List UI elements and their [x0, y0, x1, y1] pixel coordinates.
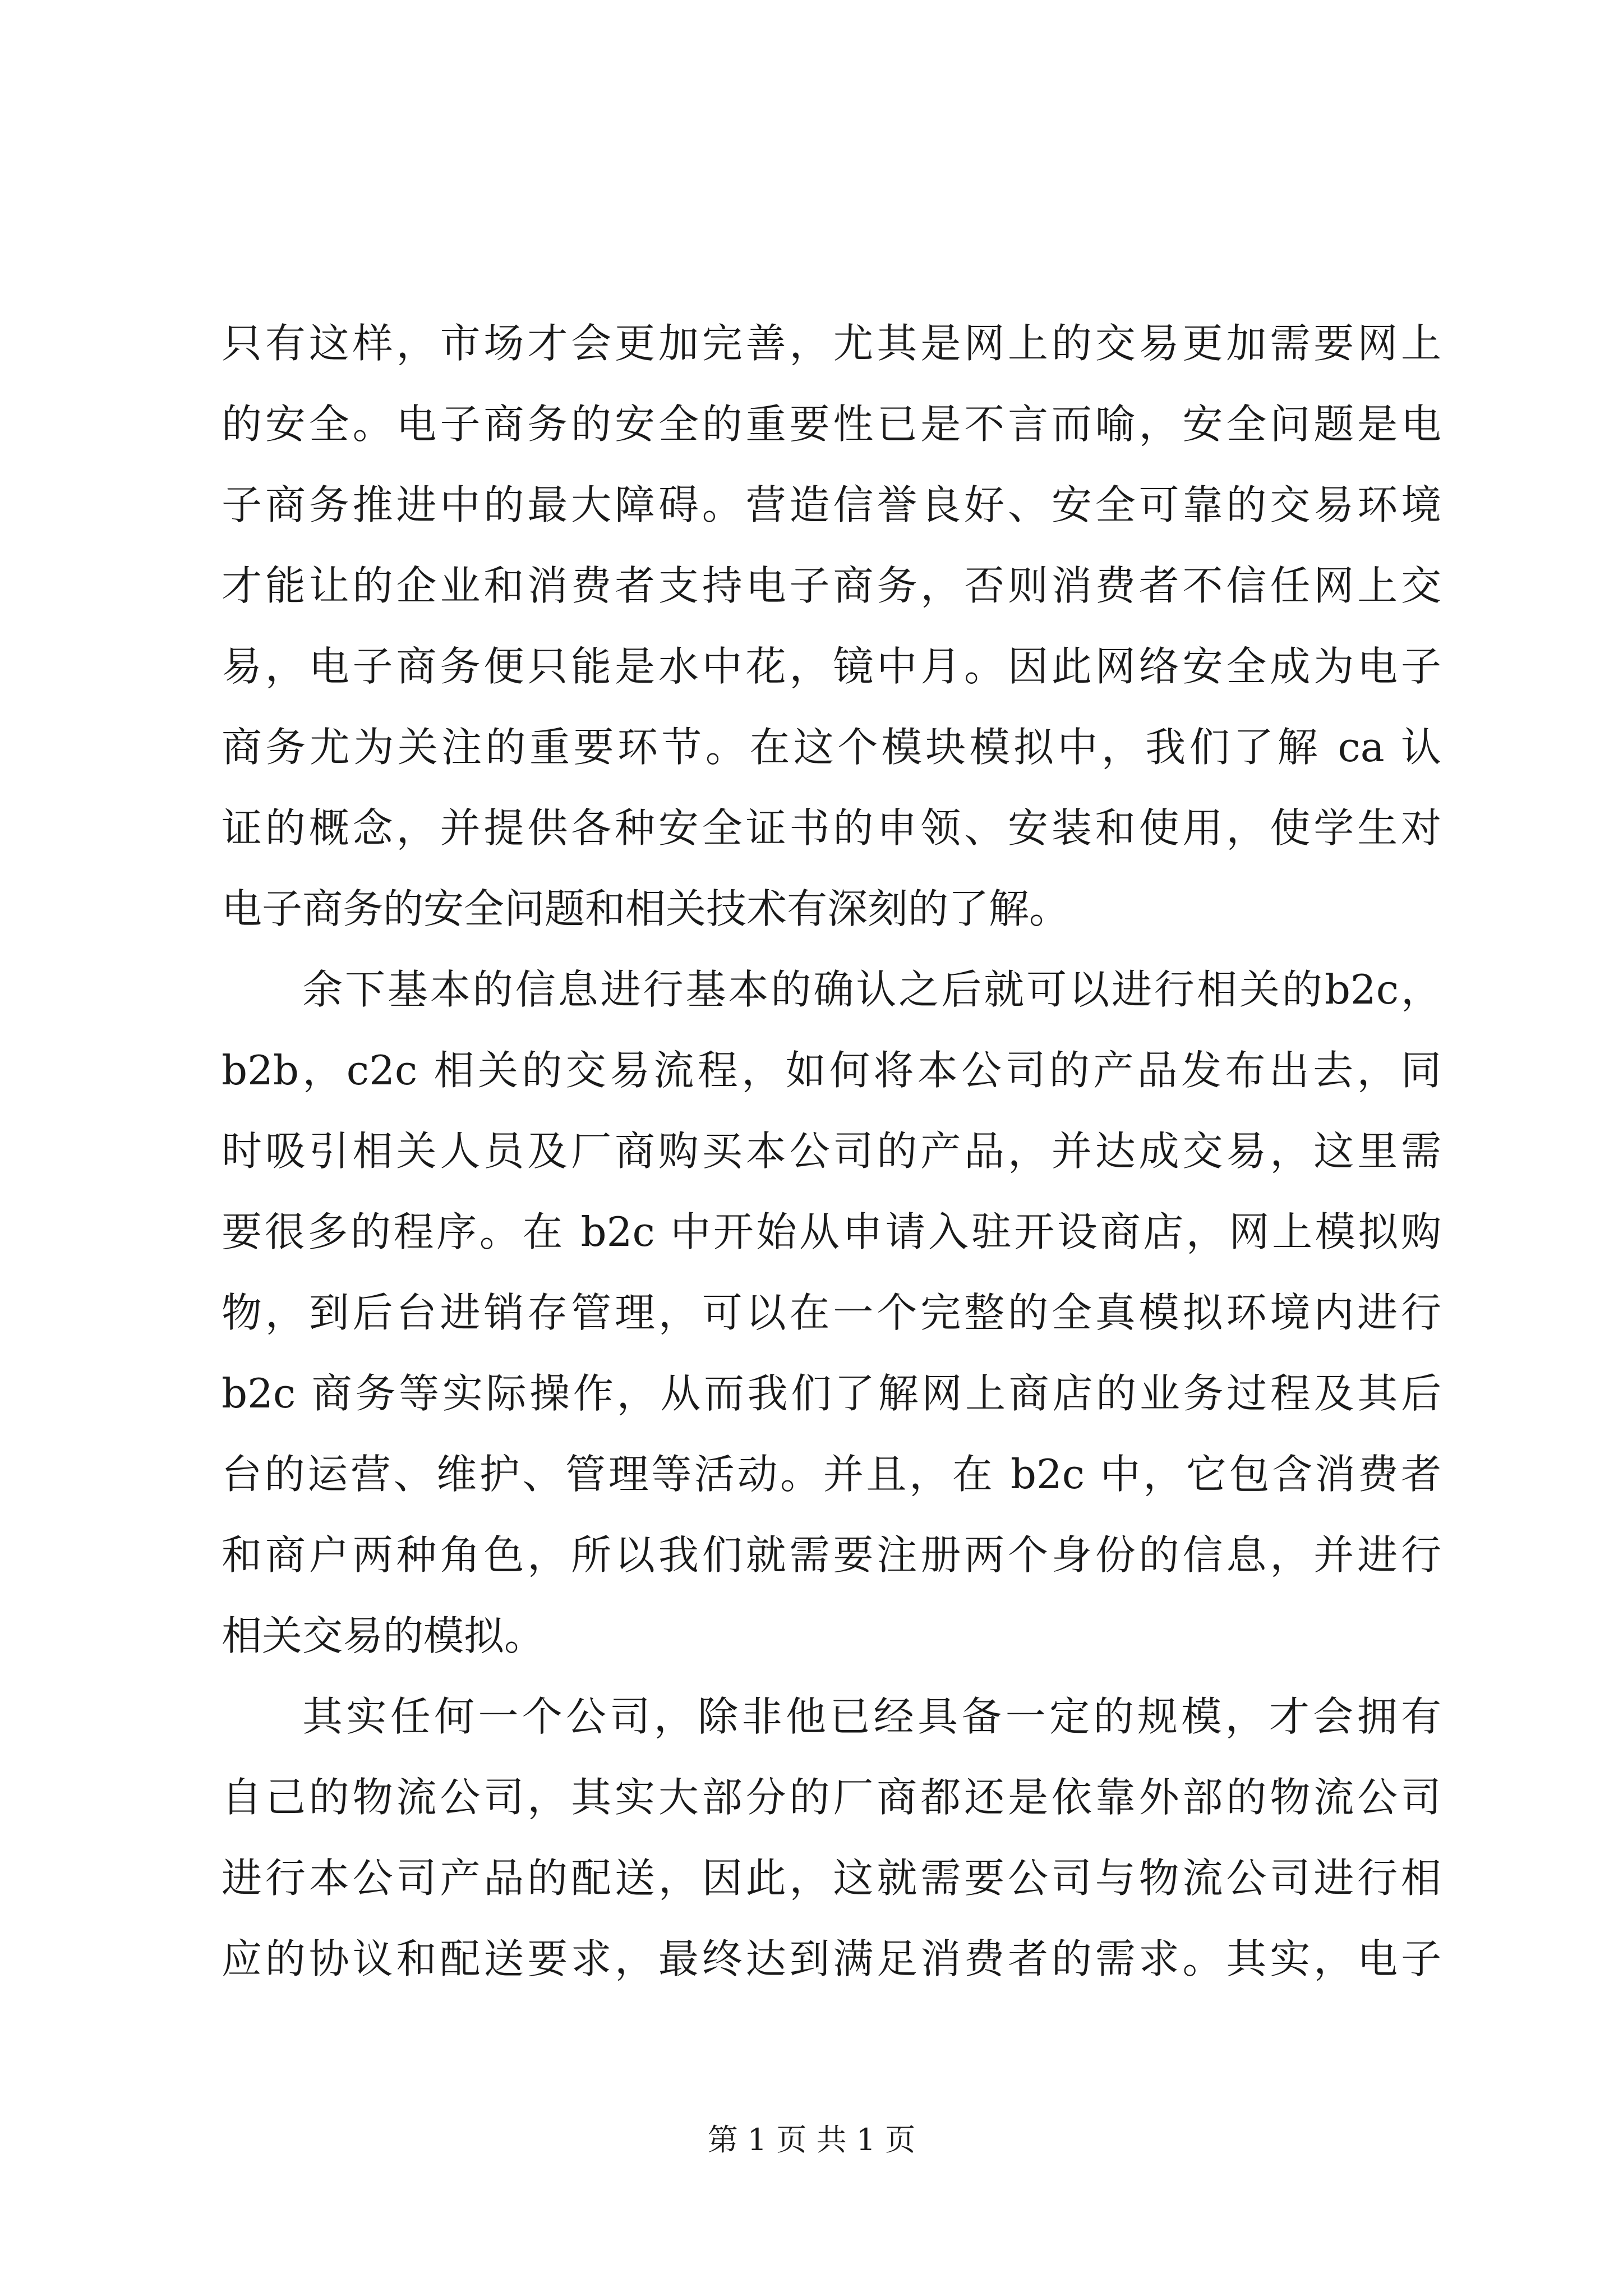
text-line: 应的协议和配送要求，最终达到满足消费者的需求。其实，电子: [222, 1935, 1441, 1982]
text-line: 物，到后台进销存管理，可以在一个完整的全真模拟环境内进行: [222, 1289, 1441, 1336]
text-line: 只有这样，市场才会更加完善，尤其是网上的交易更加需要网上: [222, 320, 1441, 367]
text-line: 才能让的企业和消费者支持电子商务，否则消费者不信任网上交: [222, 562, 1441, 609]
paragraph-2: [222, 949, 1441, 1676]
text-line: 要很多的程序。在 b2c 中开始从申请入驻开设商店，网上模拟购: [222, 1208, 1441, 1255]
text-line: 子商务推进中的最大障碍。营造信誉良好、安全可靠的交易环境: [222, 481, 1441, 528]
text-line: 的安全。电子商务的安全的重要性已是不言而喻，安全问题是电: [222, 401, 1441, 448]
text-line: 证的概念，并提供各种安全证书的申领、安装和使用，使学生对: [222, 804, 1441, 852]
text-line: b2b，c2c 相关的交易流程，如何将本公司的产品发布出去，同: [222, 1047, 1441, 1094]
text-line: 时吸引相关人员及厂商购买本公司的产品，并达成交易，这里需: [222, 1128, 1441, 1175]
text-line: 进行本公司产品的配送，因此，这就需要公司与物流公司进行相: [222, 1855, 1441, 1902]
text-line: b2c 商务等实际操作，从而我们了解网上商店的业务过程及其后: [222, 1370, 1441, 1417]
text-line: 台的运营、维护、管理等活动。并且，在 b2c 中，它包含消费者: [222, 1451, 1441, 1498]
paragraph-1: [222, 303, 1441, 949]
page-footer: 第 1 页 共 1 页: [707, 2122, 916, 2157]
text-line: 商务尤为关注的重要环节。在这个模块模拟中，我们了解 ca 认: [222, 724, 1441, 771]
text-line: 自己的物流公司，其实大部分的厂商都还是依靠外部的物流公司: [222, 1774, 1441, 1821]
body-text: [222, 303, 1441, 1999]
paragraph-3: [222, 1676, 1441, 1999]
text-line: 余下基本的信息进行基本的确认之后就可以进行相关的b2c，: [302, 966, 1441, 1013]
text-line: 电子商务的安全问题和相关技术有深刻的了解。: [222, 885, 1070, 932]
text-line: 其实任何一个公司，除非他已经具备一定的规模，才会拥有: [302, 1693, 1441, 1740]
text-line: 相关交易的模拟。: [222, 1612, 545, 1659]
text-line: 和商户两种角色，所以我们就需要注册两个身份的信息，并进行: [222, 1531, 1441, 1579]
text-line: 易，电子商务便只能是水中花，镜中月。因此网络安全成为电子: [222, 643, 1441, 690]
